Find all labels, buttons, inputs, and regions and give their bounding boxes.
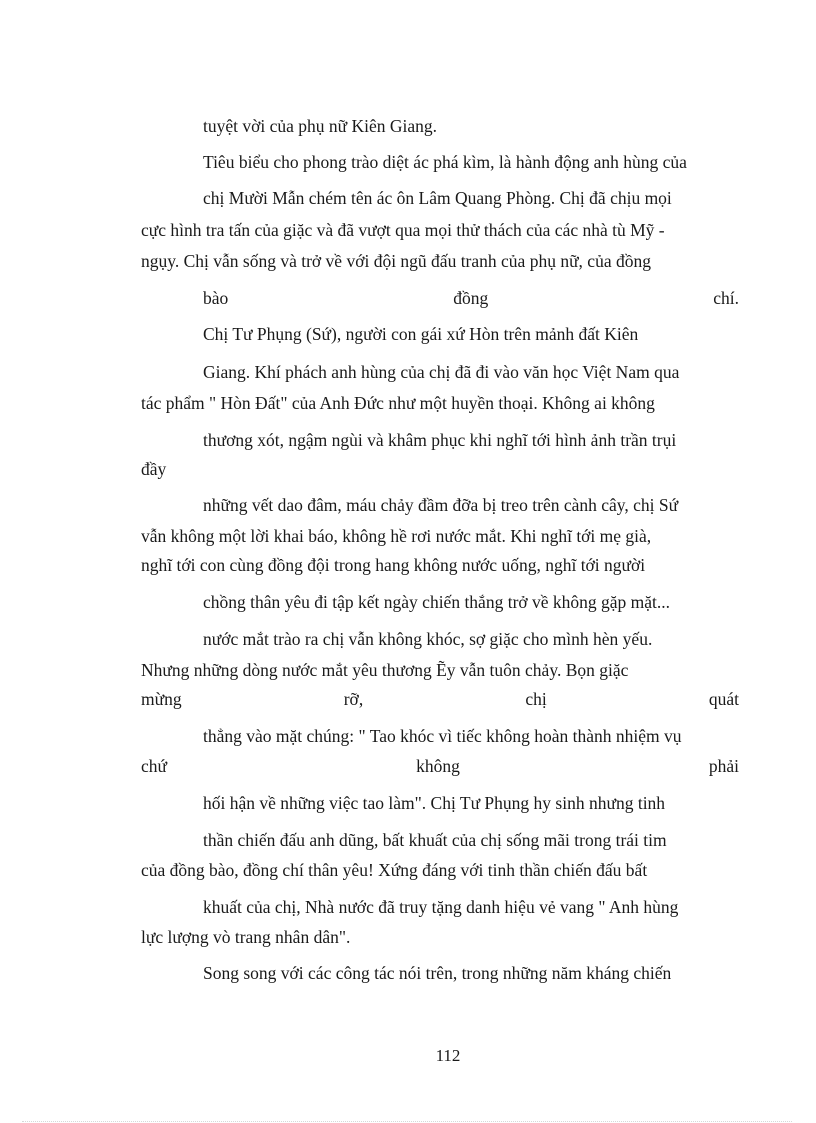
text-line: Tiêu biểu cho phong trào diệt ác phá kìm, là hành động anh hùng của [203,152,687,172]
page-number: 112 [435,1046,461,1065]
text-line: Chị Tư Phụng (Sứ), người con gái xứ Hòn trên mảnh đất Kiên [203,324,639,344]
text-line: chồng thân yêu đi tập kết ngày chiến thắng trở về không gặp mặt... [203,592,671,612]
text-line: đầy [141,459,167,479]
text-line: ngụy. Chị vẫn sống và trở về với đội ngũ đấu tranh của phụ nữ, của đồng [141,251,651,271]
word: chứ [141,756,168,776]
text-line: chị Mười Mẫn chém tên ác ôn Lâm Quang Phòng. Chị đã chịu mọi [203,188,672,208]
text-line: thẳng vào mặt chúng: " Tao khóc vì tiếc không hoàn thành nhiệm vụ [203,726,682,746]
word: bào [203,288,229,308]
word: quát [708,689,739,709]
word: chí. [713,288,739,308]
word: đồng [453,288,489,308]
text-line: khuất của chị, Nhà nước đã truy tặng danh hiệu vẻ vang " Anh hùng [203,897,679,917]
justified-line [141,755,739,777]
text-line: Nhưng những dòng nước mắt yêu thương Ẽy vẫn tuôn chảy. Bọn giặc [141,660,629,680]
text-line: nước mắt trào ra chị vẫn không khóc, sợ giặc cho mình hèn yếu. [203,629,653,649]
text-line: nghĩ tới con cùng đồng đội trong hang không nước uống, nghĩ tới người [141,555,646,575]
text-line: thương xót, ngậm ngùi và khâm phục khi nghĩ tới hình ảnh trần trụi [203,430,677,450]
word: chị [525,689,547,709]
text-line: lực lượng vò trang nhân dân". [141,927,351,947]
text-line: Giang. Khí phách anh hùng của chị đã đi vào văn học Việt Nam qua [203,362,680,382]
text-line: thần chiến đấu anh dũng, bất khuất của chị sống mãi trong trái tim [203,830,667,850]
footer-divider [22,1121,792,1122]
word: rỡ, [343,689,364,709]
text-line: cực hình tra tấn của giặc và đã vượt qua mọi thử thách của các nhà tù Mỹ - [141,220,665,240]
text-line: Song song với các công tác nói trên, trong những năm kháng chiến [203,963,672,983]
text-line: tác phẩm " Hòn Đất" của Anh Đức như một huyền thoại. Không ai không [141,393,655,413]
word: mừng [141,689,182,709]
word: không [416,756,460,776]
justified-line [141,688,739,710]
text-line: hối hận về những việc tao làm". Chị Tư Phụng hy sinh nhưng tinh [203,793,666,813]
text-line: vẫn không một lời khai báo, không hề rơi nước mắt. Khi nghĩ tới mẹ già, [141,526,652,546]
word: phải [708,756,739,776]
text-line: những vết dao đâm, máu chảy đầm đỡa bị treo trên cành cây, chị Sứ [203,495,679,515]
text-line: của đồng bào, đồng chí thân yêu! Xứng đáng với tinh thần chiến đấu bất [141,860,648,880]
text-line: tuyệt vời của phụ nữ Kiên Giang. [203,116,438,136]
justified-line [203,287,739,309]
